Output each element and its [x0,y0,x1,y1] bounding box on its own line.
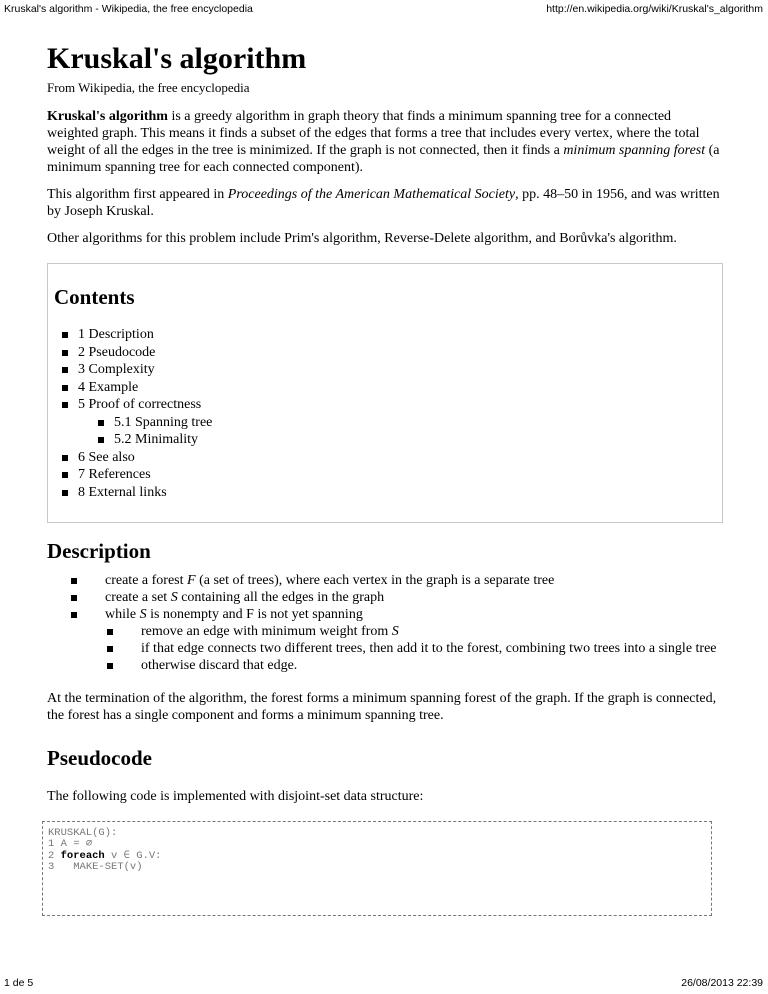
toc-item-minimality[interactable]: 5.2 Minimality [62,431,212,449]
print-page-number: 1 de 5 [4,977,34,989]
code-line: MAKE-SET(v) [54,860,143,873]
code-line: KRUSKAL(G): [48,827,118,839]
list-text: is nonempty and F is not yet spanning [146,607,363,622]
list-item [47,572,723,589]
list-text: remove an edge with minimum weight from [141,624,392,639]
code-line-number: 2 [48,849,55,862]
section-heading-description: Description [47,539,151,563]
toc-item-references[interactable]: 7 References [62,466,212,484]
list-text: (a set of trees), where each vertex in the graph is a separate tree [195,573,555,588]
intro2-text: This algorithm first appeared in [47,187,228,202]
intro2-text-end: , pp. 48–50 in 1956, and was written by Joseph Kruskal. [47,187,720,219]
description-list [47,572,723,674]
list-text: containing all the edges in the graph [177,590,385,605]
article-content [47,40,723,916]
table-of-contents [47,263,723,523]
list-italic: S [391,624,399,639]
section-heading-pseudocode: Pseudocode [47,746,152,770]
toc-item-complexity[interactable]: 3 Complexity [62,361,212,379]
intro-text: is a greedy algorithm in graph theory that finds a minimum spanning tree for a connected weighted graph. This means it finds a subset of the edges that forms a tree that includes every vertex, where the total weight of all the edges in the tree is minimized. If the graph is not connected, then it finds a [47,109,700,158]
list-item [47,589,723,606]
page-title: Kruskal's algorithm [47,42,307,75]
toc-item-pseudocode[interactable]: 2 Pseudocode [62,344,212,362]
code-line: v ∈ G.V: [104,849,162,862]
code-line: A = ∅ [54,838,93,851]
toc-item-see-also[interactable]: 6 See also [62,449,212,467]
pseudocode-intro: The following code is implemented with disjoint-set data structure: [47,789,424,804]
list-item [47,623,723,640]
toc-list [62,326,212,501]
list-text: create a forest [105,573,187,588]
page-subtitle: From Wikipedia, the free encyclopedia [47,80,250,95]
intro2-italic: Proceedings of the American Mathematical Society [227,187,516,202]
toc-item-description[interactable]: 1 Description [62,326,212,344]
list-text: create a set [105,590,171,605]
intro-paragraph-2 [47,186,723,220]
intro-paragraph-3: Other algorithms for this problem include Prim's algorithm, Reverse-Delete algorithm, and Borůvka's algorithm. [47,231,677,246]
pseudocode-block [42,821,712,916]
toc-item-external-links[interactable]: 8 External links [62,484,212,502]
toc-title: Contents [54,285,135,309]
list-italic: F [187,573,196,588]
intro-text-end: (a minimum spanning tree for each connected component). [47,143,720,175]
intro-paragraph-1 [47,108,723,176]
code-line-number: 1 [48,838,55,851]
intro-bold-term: Kruskal's algorithm [47,109,168,124]
description-closing-paragraph: At the termination of the algorithm, the forest forms a minimum spanning forest of the graph. If the graph is connected, the forest has a single component and forms a minimum spanning tree. [47,691,717,723]
code-line-number: 3 [48,860,55,873]
print-timestamp: 26/08/2013 22:39 [681,977,763,989]
list-text: while [105,607,140,622]
toc-item-example[interactable]: 4 Example [62,379,212,397]
list-item: if that edge connects two different trees, then add it to the forest, combining two trees into a single tree [47,640,723,657]
code-keyword: foreach [54,849,105,862]
list-italic: S [139,607,147,622]
intro-italic: minimum spanning forest [563,143,706,158]
list-item [47,606,723,623]
list-italic: S [170,590,178,605]
toc-item-spanning-tree[interactable]: 5.1 Spanning tree [62,414,212,432]
browser-print-url: http://en.wikipedia.org/wiki/Kruskal's_algorithm [546,3,763,15]
toc-item-proof[interactable]: 5 Proof of correctness [62,396,212,414]
list-item: otherwise discard that edge. [47,657,723,674]
browser-print-title: Kruskal's algorithm - Wikipedia, the free encyclopedia [4,3,253,15]
